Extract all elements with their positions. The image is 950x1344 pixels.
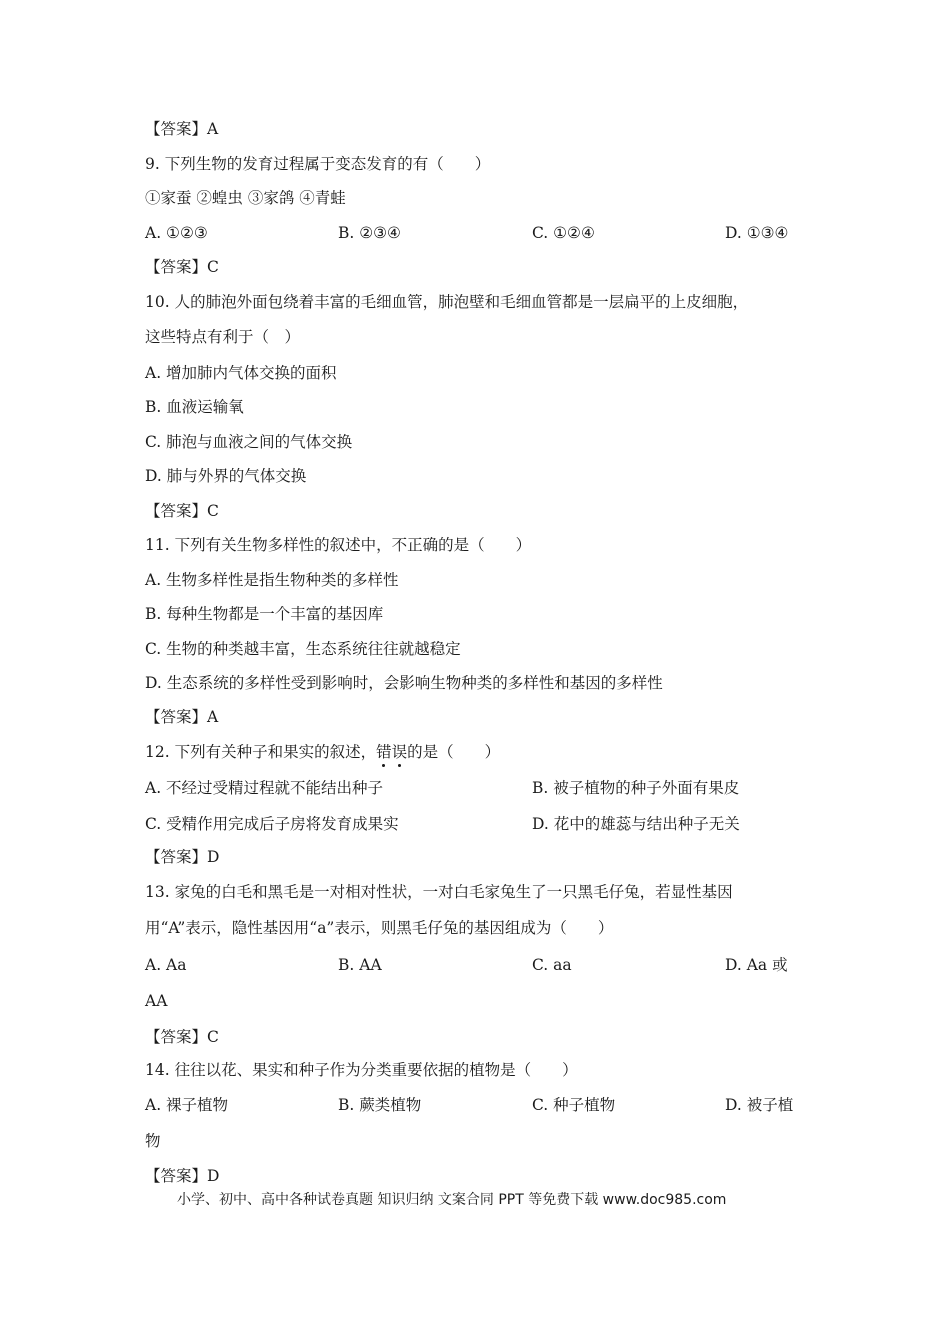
- question-13-option-d-wrap: AA: [145, 992, 168, 1010]
- question-9-items: ①家蚕 ②蝗虫 ③家鸽 ④青蛙: [145, 189, 346, 207]
- answer-q8: 【答案】A: [145, 120, 219, 138]
- question-11-option-b: B. 每种生物都是一个丰富的基因库: [145, 605, 384, 623]
- emphasis-dot-char: 误: [391, 743, 408, 761]
- emphasis-dot-char: 错: [376, 743, 392, 761]
- question-14-option-d-wrap: 物: [145, 1132, 161, 1150]
- answer-q14: 【答案】D: [145, 1167, 220, 1185]
- question-13-stem-line-1: 13. 家兔的白毛和黑毛是一对相对性状，一对白毛家兔生了一只黑毛仔兔，若显性基因: [145, 883, 733, 901]
- question-10-option-d: D. 肺与外界的气体交换: [145, 467, 307, 485]
- answer-q13: 【答案】C: [145, 1028, 219, 1046]
- question-12-stem: 12. 下列有关种子和果实的叙述，错误的是（ ）: [145, 743, 501, 761]
- question-10-stem-line-1: 10. 人的肺泡外面包绕着丰富的毛细血管，肺泡壁和毛细血管都是一层扁平的上皮细胞，: [145, 293, 749, 311]
- question-13-stem-line-2: 用“A”表示，隐性基因用“a”表示，则黑毛仔兔的基因组成为（ ）: [145, 919, 614, 937]
- answer-q9: 【答案】C: [145, 258, 219, 276]
- question-11-option-a: A. 生物多样性是指生物种类的多样性: [145, 571, 399, 589]
- question-12-option-a: A. 不经过受精过程就不能结出种子: [145, 779, 384, 797]
- question-11-stem: 11. 下列有关生物多样性的叙述中，不正确的是（ ）: [145, 536, 532, 554]
- answer-q12: 【答案】D: [145, 848, 220, 866]
- question-14-stem: 14. 往往以花、果实和种子作为分类重要依据的植物是（ ）: [145, 1061, 578, 1079]
- question-14-option-b: B. 蕨类植物: [338, 1096, 422, 1114]
- question-9-option-b: B. ②③④: [338, 224, 401, 242]
- answer-q11: 【答案】A: [145, 708, 219, 726]
- question-13-option-a: A. Aa: [145, 956, 187, 974]
- question-10-option-b: B. 血液运输氧: [145, 398, 244, 416]
- question-13-option-b: B. AA: [338, 956, 382, 974]
- question-14-option-d: D. 被子植: [725, 1096, 794, 1114]
- question-10-option-c: C. 肺泡与血液之间的气体交换: [145, 433, 353, 451]
- question-12-option-d: D. 花中的雄蕊与结出种子无关: [532, 815, 740, 833]
- question-13-option-c: C. aa: [532, 956, 572, 974]
- question-14-option-c: C. 种子植物: [532, 1096, 616, 1114]
- question-11-option-d: D. 生态系统的多样性受到影响时，会影响生物种类的多样性和基因的多样性: [145, 674, 663, 692]
- answer-q10: 【答案】C: [145, 502, 219, 520]
- question-14-option-a: A. 裸子植物: [145, 1096, 229, 1114]
- question-10-stem-line-2: 这些特点有利于（ ）: [145, 328, 301, 346]
- question-11-option-c: C. 生物的种类越丰富，生态系统往往就越稳定: [145, 640, 461, 658]
- question-10-option-a: A. 增加肺内气体交换的面积: [145, 364, 337, 382]
- question-9-option-d: D. ①③④: [725, 224, 789, 242]
- page-footer: 小学、初中、高中各种试卷真题 知识归纳 文案合同 PPT 等免费下载 www.doc985.com: [177, 1192, 727, 1208]
- question-9-option-c: C. ①②④: [532, 224, 595, 242]
- question-9-option-a: A. ①②③: [145, 224, 208, 242]
- question-13-option-d: D. Aa 或: [725, 956, 788, 974]
- question-12-option-b: B. 被子植物的种子外面有果皮: [532, 779, 740, 797]
- question-9-stem: 9. 下列生物的发育过程属于变态发育的有（ ）: [145, 155, 491, 173]
- question-12-option-c: C. 受精作用完成后子房将发育成果实: [145, 815, 399, 833]
